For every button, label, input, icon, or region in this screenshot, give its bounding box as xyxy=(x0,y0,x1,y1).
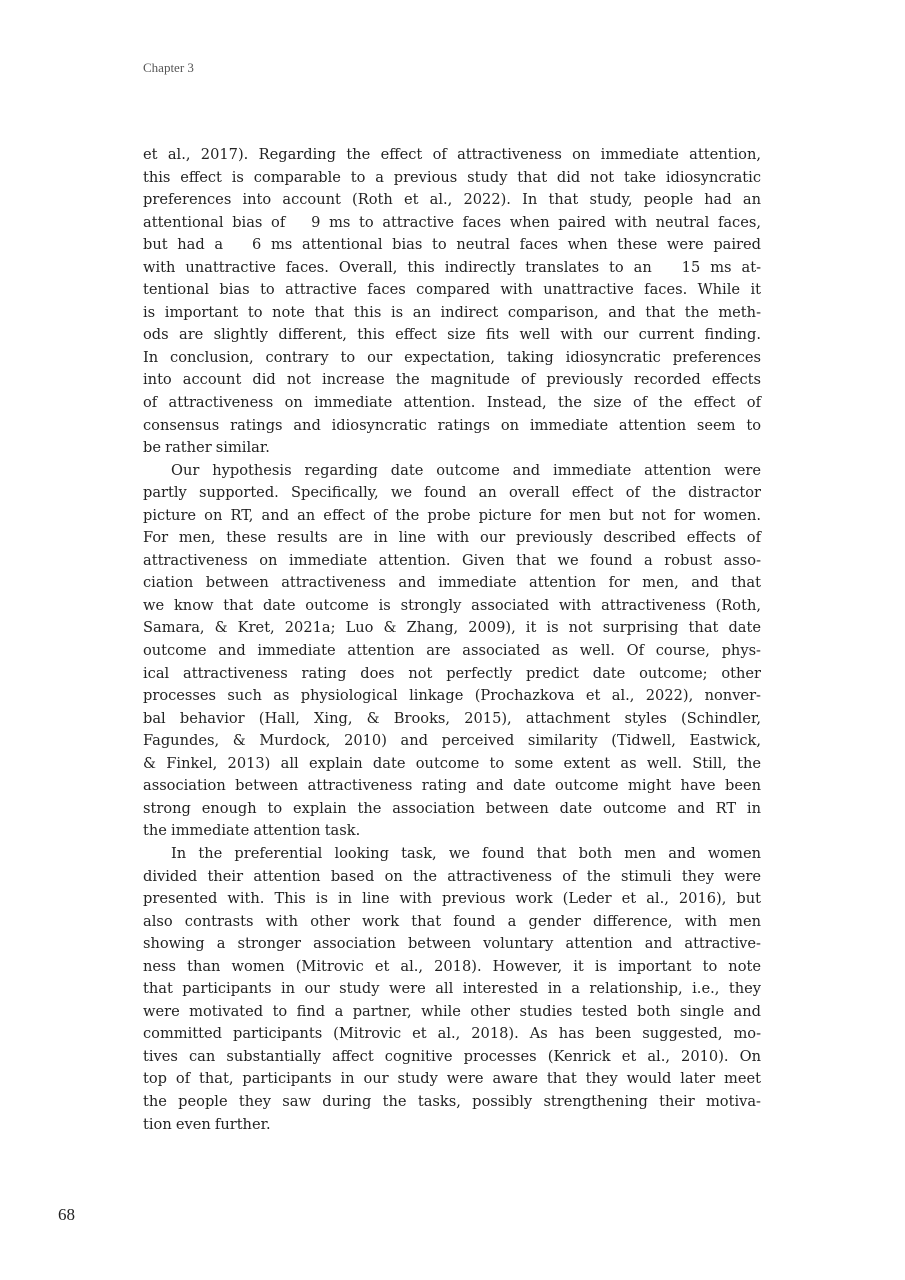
paragraph xyxy=(143,843,761,1136)
text-line: but had a 6 ms attentional bias to neutral faces when these were paired xyxy=(143,236,761,254)
text-line: the people they saw during the tasks, possibly strengthening their motiva- xyxy=(143,1092,761,1110)
paragraph xyxy=(143,460,761,843)
text-line: tion even further. xyxy=(143,1115,271,1133)
page-number: 68 xyxy=(58,1205,75,1224)
text-line: with unattractive faces. Overall, this indirectly translates to an 15 ms at- xyxy=(143,258,761,276)
text-line: tives can substantially affect cognitive processes (Kenrick et al., 2010). On xyxy=(143,1047,761,1065)
text-line: strong enough to explain the association between date outcome and RT in xyxy=(143,799,761,817)
paragraph xyxy=(143,144,761,460)
text-line: ical attractiveness rating does not perfectly predict date outcome; other xyxy=(143,664,761,682)
text-line: association between attractiveness rating and date outcome might have been xyxy=(143,777,761,795)
text-line: also contrasts with other work that found a gender difference, with men xyxy=(143,912,761,930)
text-line: the immediate attention task. xyxy=(143,822,361,840)
text-line: ness than women (Mitrovic et al., 2018). However, it is important to note xyxy=(143,957,761,975)
text-line: ciation between attractiveness and immediate attention for men, and that xyxy=(143,574,761,592)
text-line: In conclusion, contrary to our expectation, taking idiosyncratic preferences xyxy=(143,348,761,366)
text-line: For men, these results are in line with our previously described effects of xyxy=(143,529,761,547)
text-line: attractiveness on immediate attention. Given that we found a robust asso- xyxy=(143,551,761,569)
text-line: this effect is comparable to a previous study that did not take idiosyncratic xyxy=(143,168,761,186)
text-line: processes such as physiological linkage (Prochazkova et al., 2022), nonver- xyxy=(143,687,761,705)
text-line: top of that, participants in our study were aware that they would later meet xyxy=(143,1070,761,1088)
text-line: consensus ratings and idiosyncratic ratings on immediate attention seem to xyxy=(143,416,761,434)
text-line: et al., 2017). Regarding the effect of attractiveness on immediate attention, xyxy=(143,146,761,163)
text-line: Samara, & Kret, 2021a; Luo & Zhang, 2009), it is not surprising that date xyxy=(143,619,761,637)
text-line: In the preferential looking task, we found that both men and women xyxy=(171,844,761,862)
text-line: showing a stronger association between voluntary attention and attractive- xyxy=(143,935,761,953)
text-line: committed participants (Mitrovic et al., 2018). As has been suggested, mo- xyxy=(143,1025,761,1043)
text-line: presented with. This is in line with previous work (Leder et al., 2016), but xyxy=(143,890,761,908)
text-line: Our hypothesis regarding date outcome and immediate attention were xyxy=(171,461,761,479)
text-line: picture on RT, and an effect of the probe picture for men but not for women. xyxy=(143,506,761,524)
text-line: into account did not increase the magnitude of previously recorded effects xyxy=(143,371,761,389)
text-line: be rather similar. xyxy=(143,439,270,457)
text-line: outcome and immediate attention are associated as well. Of course, phys- xyxy=(143,642,761,660)
text-line: of attractiveness on immediate attention. Instead, the size of the effect of xyxy=(143,394,761,412)
text-line: divided their attention based on the attractiveness of the stimuli they were xyxy=(143,867,761,885)
body-text xyxy=(143,144,761,1136)
text-line: attentional bias of 9 ms to attractive faces when paired with neutral faces, xyxy=(143,213,761,231)
text-line: is important to note that this is an indirect comparison, and that the meth- xyxy=(143,303,761,321)
text-line: preferences into account (Roth et al., 2022). In that study, people had an xyxy=(143,191,761,209)
text-line: were motivated to find a partner, while other studies tested both single and xyxy=(143,1002,761,1020)
text-line: that participants in our study were all interested in a relationship, i.e., they xyxy=(143,980,761,998)
text-line: we know that date outcome is strongly associated with attractiveness (Roth, xyxy=(143,596,761,614)
text-line: tentional bias to attractive faces compared with unattractive faces. While it xyxy=(143,281,761,299)
text-line: Fagundes, & Murdock, 2010) and perceived similarity (Tidwell, Eastwick, xyxy=(143,732,761,750)
text-line: bal behavior (Hall, Xing, & Brooks, 2015), attachment styles (Schindler, xyxy=(143,709,761,727)
text-line: ods are slightly different, this effect size fits well with our current finding. xyxy=(143,326,761,344)
running-header: Chapter 3 xyxy=(143,60,194,75)
text-line: & Finkel, 2013) all explain date outcome to some extent as well. Still, the xyxy=(143,754,761,772)
text-line: partly supported. Specifically, we found an overall effect of the distractor xyxy=(143,484,761,502)
